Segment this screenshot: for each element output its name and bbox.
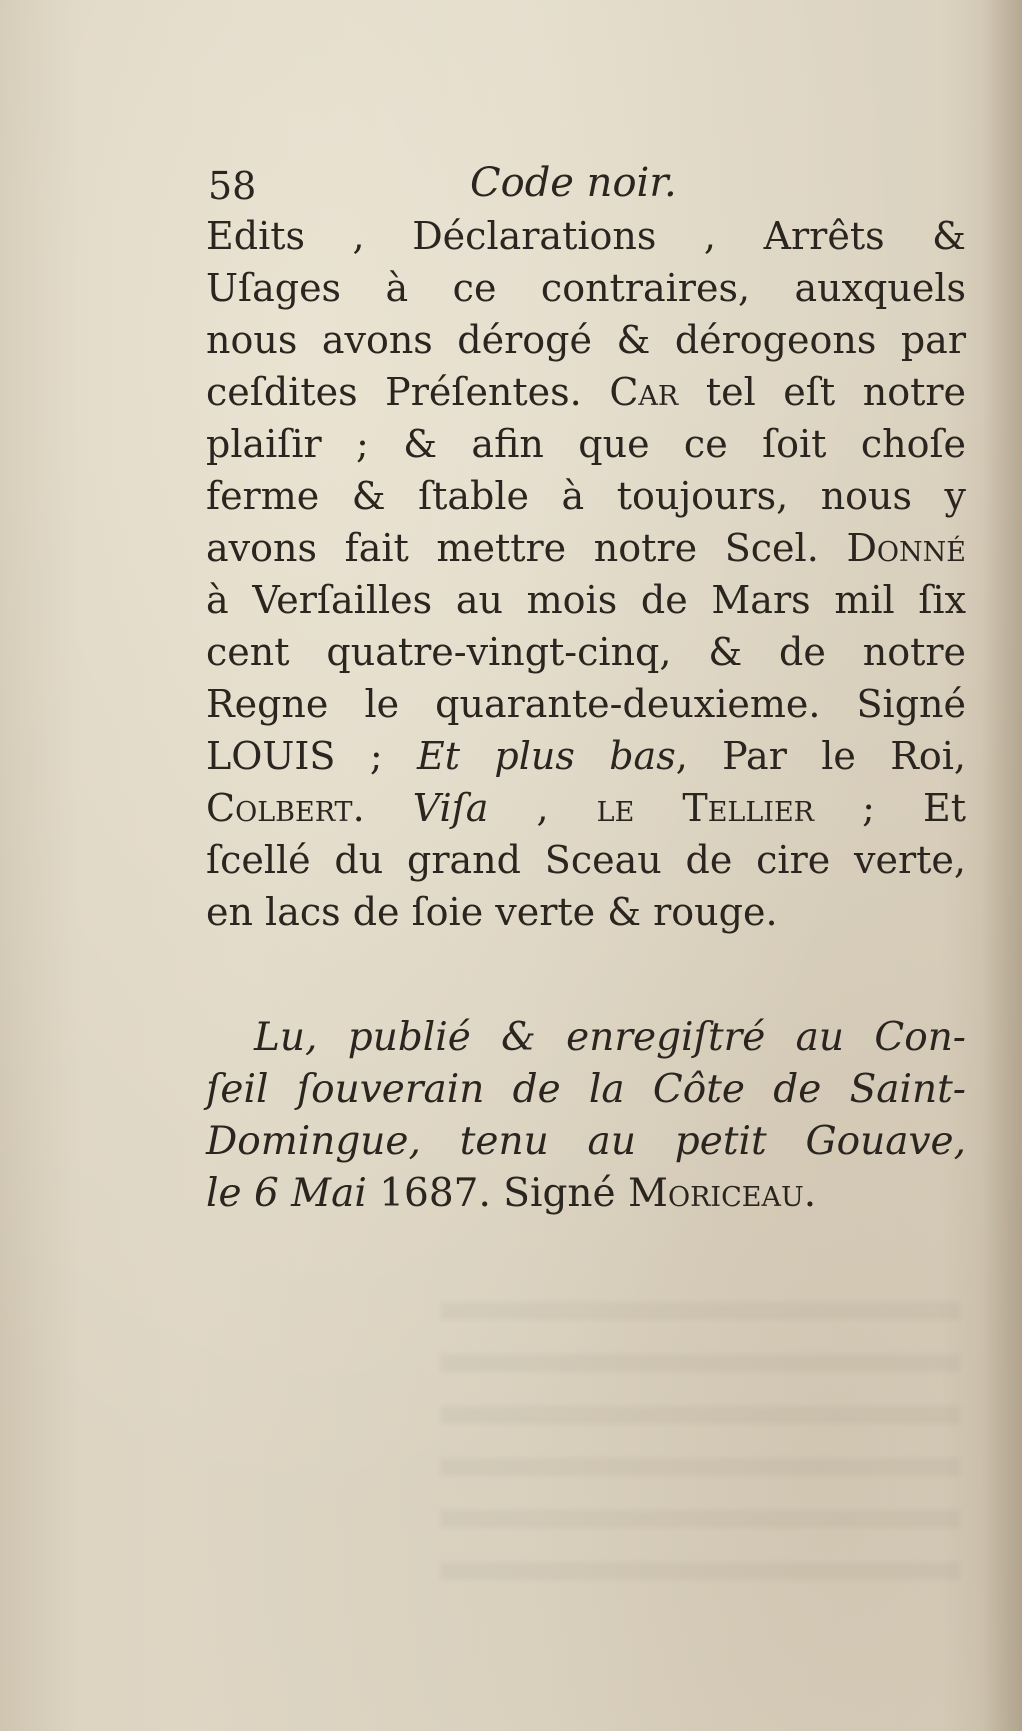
text-run: ceſdites Préſentes. bbox=[206, 370, 610, 414]
text-run: . bbox=[352, 786, 413, 830]
small-caps-word: Car bbox=[609, 370, 679, 414]
text-line bbox=[206, 730, 966, 782]
page-number: 58 bbox=[208, 164, 257, 208]
text-line: en lacs de ſoie verte & rouge. bbox=[206, 890, 778, 934]
text-run: , bbox=[488, 786, 597, 830]
page-edge-shadow bbox=[982, 0, 1022, 1731]
text-line: ſcellé du grand Sceau de cire verte, bbox=[206, 838, 966, 882]
text-line: Domingue, tenu au petit Gouave, bbox=[206, 1119, 966, 1164]
text-run: tel eſt notre bbox=[678, 370, 966, 414]
text-line bbox=[206, 1168, 966, 1220]
registration-note bbox=[206, 1012, 966, 1220]
text-line bbox=[206, 522, 966, 574]
text-line: Lu, publié & enregiſtré au Con- bbox=[254, 1015, 966, 1060]
text-line: ſeil ſouverain de la Côte de Saint- bbox=[206, 1067, 966, 1112]
text-line bbox=[206, 782, 966, 834]
text-line: Uſages à ce contraires, auxquels bbox=[206, 266, 966, 310]
text-line bbox=[206, 366, 966, 418]
text-line: cent quatre-vingt-cinq, & de notre bbox=[206, 630, 966, 674]
italic-phrase: le 6 Mai bbox=[206, 1171, 367, 1216]
page-header bbox=[208, 160, 968, 210]
running-title: Code noir. bbox=[470, 160, 677, 206]
text-line: ferme & ſtable à toujours, nous y bbox=[206, 474, 966, 518]
text-line: Edits , Déclarations , Arrêts & bbox=[206, 214, 966, 258]
text-run: ; Et bbox=[813, 786, 966, 830]
text-line: plaiſir ; & afin que ce ſoit choſe bbox=[206, 422, 966, 466]
text-line: Regne le quarante-deuxieme. Signé bbox=[206, 682, 966, 726]
text-line: à Verſailles au mois de Mars mil ſix bbox=[206, 578, 966, 622]
small-caps-word: Colbert bbox=[206, 786, 353, 830]
text-line: nous avons dérogé & dérogeons par bbox=[206, 318, 966, 362]
small-caps-word: Donné bbox=[846, 526, 966, 570]
italic-phrase: Et plus bas bbox=[417, 734, 676, 778]
text-run: 1687. Signé bbox=[366, 1171, 629, 1216]
italic-phrase: Viſa bbox=[412, 786, 489, 830]
text-run: LOUIS ; bbox=[206, 734, 418, 778]
body-text bbox=[206, 210, 966, 938]
small-caps-word: le Tellier bbox=[596, 786, 814, 830]
text-run: , Par le Roi, bbox=[675, 734, 966, 778]
text-run: avons fait mettre notre Scel. bbox=[206, 526, 847, 570]
show-through-texture bbox=[440, 1280, 960, 1580]
small-caps-word: Moriceau. bbox=[628, 1171, 817, 1216]
